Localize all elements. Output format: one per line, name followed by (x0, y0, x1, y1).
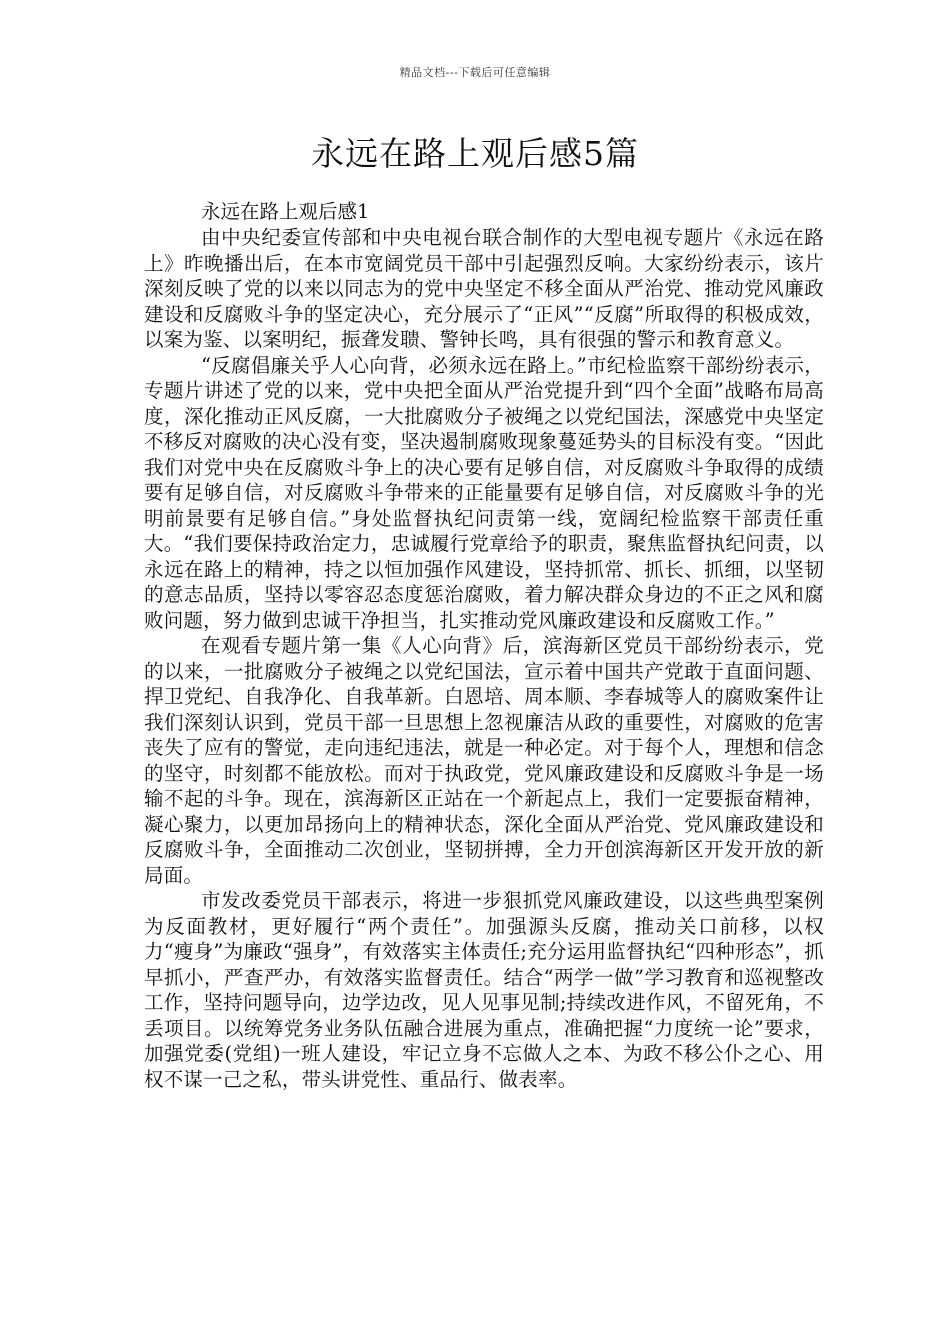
document-title: 永远在路上观后感5篇 (311, 134, 639, 173)
section-heading: 永远在路上观后感1 (201, 200, 370, 223)
paragraph: 在观看专题片第一集《人心向背》后，滨海新区党员干部纷纷表示，党的以来，一批腐败分子被绳之以党纪国法，宣示着中国共产党敢于直面问题、捍卫党纪、自我净化、自我革新。白恩培、周本顺、李春城等人的腐败案件让我们深刻认识到，党员干部一旦思想上忽视廉洁从政的重要性，对腐败的危害丧失了应有的警觉，走向违纪违法，就是一种必定。对于每个人，理想和信念的坚守，时刻都不能放松。而对于执政党，党风廉政建设和反腐败斗争是一场输不起的斗争。现在，滨海新区正站在一个新起点上，我们一定要振奋精神，凝心聚力，以更加昂扬向上的精神状态，深化全面从严治党、党风廉政建设和反腐败斗争，全面推动二次创业，坚韧拼搏，全力开创滨海新区开发开放的新局面。 (144, 634, 824, 887)
header-note: 精品文档---下载后可任意编辑 (399, 66, 551, 79)
paragraph: “反腐倡廉关乎人心向背，必须永远在路上。”市纪检监察干部纷纷表示，专题片讲述了党的以来，党中央把全面从严治党提升到“四个全面”战略布局高度，深化推动正风反腐，一大批腐败分子被绳之以党纪国法，深感党中央坚定不移反对腐败的决心没有变，坚决遏制腐败现象蔓延势头的目标没有变。“因此我们对党中央在反腐败斗争上的决心要有足够自信，对反腐败斗争取得的成绩要有足够自信，对反腐败斗争带来的正能量要有足够自信，对反腐败斗争的光明前景要有足够自信。”身处监督执纪问责第一线，宽阔纪检监察干部责任重大。“我们要保持政治定力，忠诚履行党章给予的职责，聚焦监督执纪问责，以永远在路上的精神，持之以恒加强作风建设，坚持抓常、抓长、抓细，以坚韧的意志品质，坚持以零容忍态度惩治腐败，着力解决群众身边的不正之风和腐败问题，努力做到忠诚干净担当，扎实推动党风廉政建设和反腐败工作。” (144, 353, 824, 632)
paragraph: 由中央纪委宣传部和中央电视台联合制作的大型电视专题片《永远在路上》昨晚播出后，在本市宽阔党员干部中引起强烈反响。大家纷纷表示，该片深刻反映了党的以来以同志为的党中央坚定不移全面从严治党、推动党风廉政建设和反腐败斗争的坚定决心，充分展示了“正风”“反腐”所取得的积极成效，以案为鉴、以案明纪，振聋发聩、警钟长鸣，具有很强的警示和教育意义。 (144, 226, 824, 351)
paragraph: 市发改委党员干部表示，将进一步狠抓党风廉政建设，以这些典型案例为反面教材，更好履行“两个责任”。加强源头反腐，推动关口前移，以权力“瘦身”为廉政“强身”，有效落实主体责任;充分运用监督执纪“四种形态”，抓早抓小，严查严办，有效落实监督责任。结合“两学一做”学习教育和巡视整改工作，坚持问题导向，边学边改，见人见事见制;持续改进作风，不留死角，不丢项目。以统筹党务业务队伍融合进展为重点，准确把握“力度统一论”要求，加强党委(党组)一班人建设，牢记立身不忘做人之本、为政不移公仆之心、用权不谋一己之私，带头讲党性、重品行、做表率。 (144, 889, 824, 1091)
document-body (144, 199, 824, 1092)
